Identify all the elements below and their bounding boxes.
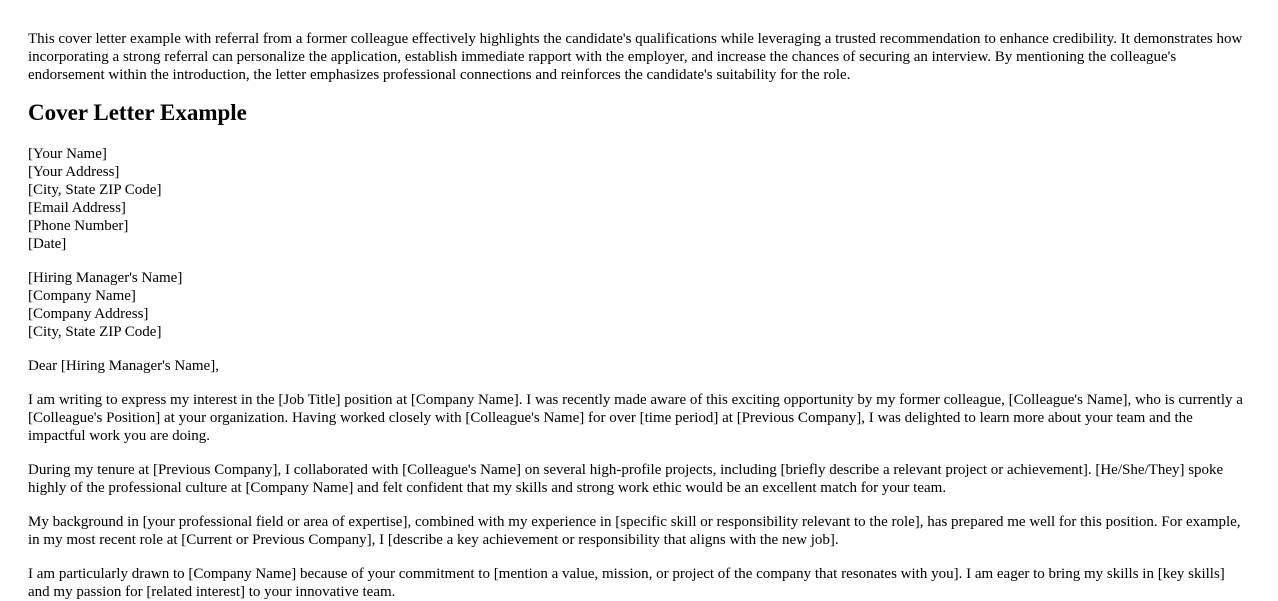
recipient-address-block [28, 269, 1250, 341]
body-paragraph-1: I am writing to express my interest in the [Job Title] position at [Company Name]. I was recently made aware of this exciting opportunity by my former colleague, [Colleague's Name], who is currently a [Colleague's Position] at your organization. Having worked closely with [Colleague's Name] for over [time period] at [Previous Company], I was delighted to learn more about your team and the impactful work you are doing. [28, 392, 1243, 444]
recipient-company-address: [Company Address] [28, 306, 149, 322]
sender-phone: [Phone Number] [28, 218, 129, 234]
sender-address: [Your Address] [28, 164, 120, 180]
page-title: Cover Letter Example [28, 100, 247, 125]
sender-city-state-zip: [City, State ZIP Code] [28, 182, 162, 198]
intro-paragraph: This cover letter example with referral from a former colleague effectively highlights the candidate's qualifications while leveraging a trusted recommendation to enhance credibility. It demonstrates how incorporating a strong referral can personalize the application, establish immediate rapport with the employer, and increase the chances of securing an interview. By mentioning the colleague's endorsement within the introduction, the letter emphasizes professional connections and reinforces the candidate's suitability for the role. [28, 31, 1243, 83]
body-paragraph-2: During my tenure at [Previous Company], I collaborated with [Colleague's Name] on several high-profile projects, including [briefly describe a relevant project or achievement]. [He/She/They] spoke highly of the professional culture at [Company Name] and felt confident that my skills and strong work ethic would be an excellent match for your team. [28, 462, 1224, 496]
recipient-name: [Hiring Manager's Name] [28, 270, 183, 286]
sender-name: [Your Name] [28, 146, 107, 162]
body-paragraph-3: My background in [your professional field or area of expertise], combined with my experience in [specific skill or responsibility relevant to the role], has prepared me well for this position. For example, in my most recent role at [Current or Previous Company], I [describe a key achievement or responsibility that aligns with the new job]. [28, 514, 1241, 548]
salutation: Dear [Hiring Manager's Name], [28, 358, 219, 374]
sender-email: [Email Address] [28, 200, 126, 216]
recipient-city-state-zip: [City, State ZIP Code] [28, 324, 162, 340]
recipient-company: [Company Name] [28, 288, 136, 304]
letter-date: [Date] [28, 236, 67, 252]
body-paragraph-4: I am particularly drawn to [Company Name] because of your commitment to [mention a value, mission, or project of the company that resonates with you]. I am eager to bring my skills in [key skills] and my passion for [related interest] to your innovative team. [28, 566, 1225, 600]
sender-address-block [28, 145, 1250, 253]
